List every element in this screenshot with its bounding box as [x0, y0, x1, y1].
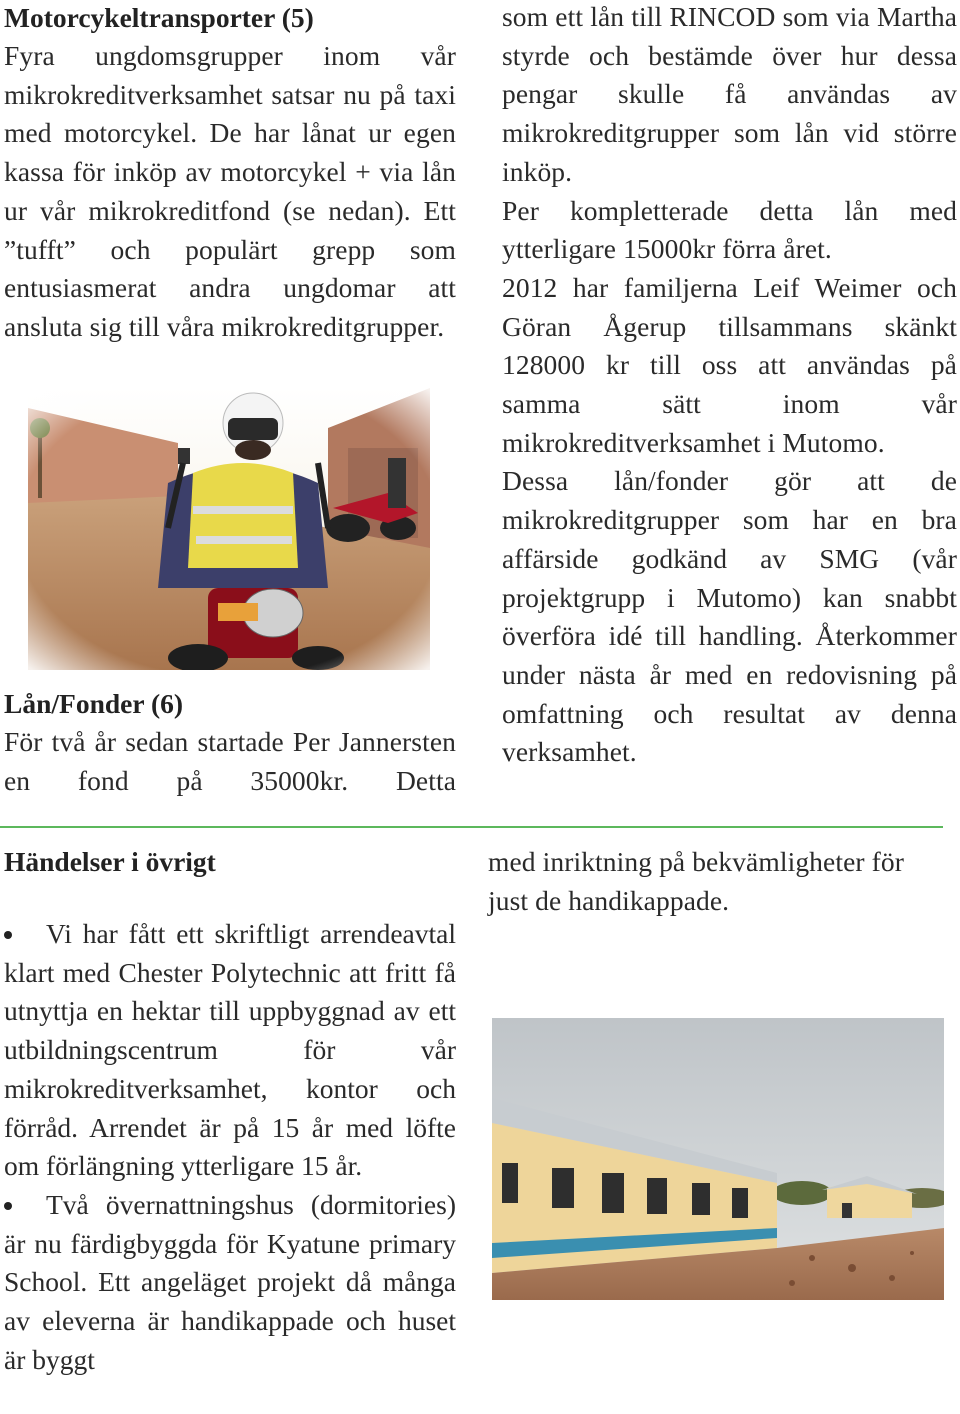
heading-handelser: Händelser i övrigt [4, 846, 216, 877]
bullet-icon [4, 1202, 12, 1210]
dormitory-photo [492, 1018, 944, 1300]
paragraph-lan-fonder: För två år sedan startade Per Jannersten en fond på 35000kr. Detta [4, 726, 456, 796]
events-list [4, 915, 456, 1379]
left-top-column [4, 0, 456, 347]
list-item-text: Två övernattningshus (dormitories) är nu färdigbyggda för Kyatune primary School. Ett angeläget projekt då många av eleverna är handikappade och huset är byggt [4, 1188, 456, 1375]
left-loan-section [4, 685, 456, 800]
paragraph-per-kompletterade: Per kompletterade detta lån med ytterligare 15000kr förra året. [502, 194, 957, 265]
motorcycle-illustration [28, 388, 430, 670]
paragraph-dessa-lan: Dessa lån/fonder gör att de mikrokreditgrupper som har en bra affärside godkänd av SMG (vår projektgrupp i Mutomo) kan snabbt överföra idé till handling. Återkommer under nästa år med en redovisning på omfattning och resultat av denna verksamhet. [502, 465, 957, 768]
paragraph-rincod: som ett lån till RINCOD som via Martha styrde och bestämde över hur dessa pengar skulle få användas av mikrokreditgrupper som lån vid större inköp. [502, 1, 957, 187]
section-divider [0, 826, 943, 828]
right-top-column [502, 0, 957, 772]
paragraph-motorcykel: Fyra ungdomsgrupper inom vår mikrokreditverksamhet satsar nu på taxi med motorcykel. De har lånat ur egen kassa för inköp av motorcykel + via lån ur vår mikrokreditfond (se nedan). Ett ”tufft” och populärt grepp som entusiasmerat andra ungdomar att ansluta sig till våra mikrokreditgrupper. [4, 40, 456, 342]
heading-lan-fonder: Lån/Fonder (6) [4, 688, 184, 719]
bottom-right-column [488, 843, 943, 920]
heading-motorcykeltransporter: Motorcykeltransporter (5) [4, 2, 314, 33]
paragraph-bekvamligheter: med inriktning på bekvämligheter för just de handikappade. [488, 846, 904, 916]
list-item [4, 1186, 456, 1380]
bottom-left-column [4, 843, 456, 1379]
paragraph-2012: 2012 har familjerna Leif Weimer och Göran Ågerup tillsammans skänkt 128000 kr till oss att användas på samma sätt inom vår mikrokreditverksamhet i Mutomo. [502, 271, 957, 458]
list-item [4, 915, 456, 1186]
list-item-text: Vi har fått ett skriftligt arrendeavtal klart med Chester Polytechnic att fritt få utnyttja en hektar till uppbyggnad av ett utbildningscentrum för vår mikrokreditverksamhet, kontor och förråd. Arrendet är på 15 år med löfte om förlängning ytterligare 15 år. [4, 918, 456, 1182]
bullet-icon [4, 931, 12, 939]
motorcycle-photo [28, 388, 430, 670]
dormitory-illustration [492, 1018, 944, 1300]
